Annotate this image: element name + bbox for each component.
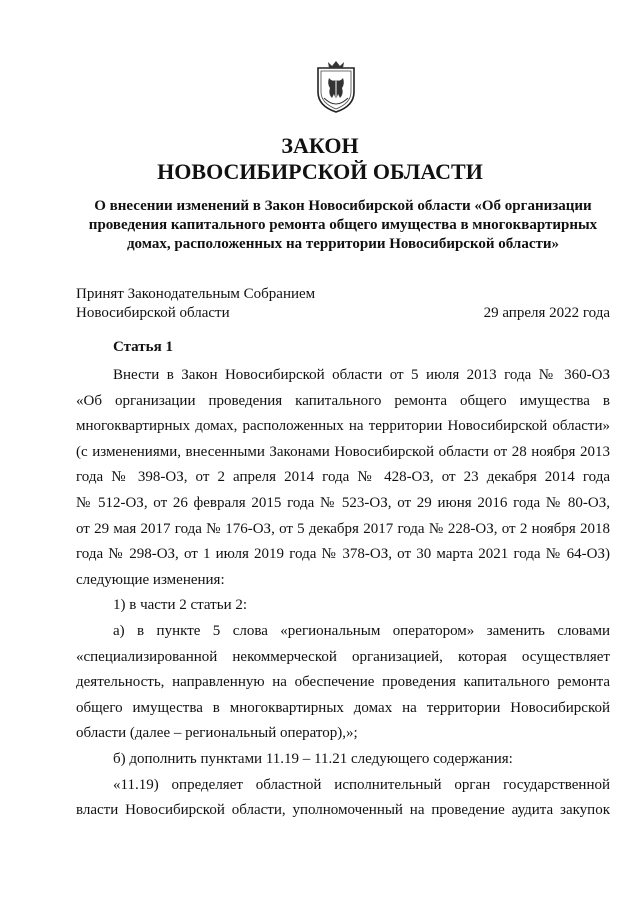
body-line: «11.19) определяет областной исполнительный орган государственной bbox=[113, 776, 610, 793]
law-subtitle: О внесении изменений в Закон Новосибирской области «Об организации проведения капитального ремонта общего имущества в многоквартирных домах, расположенных на территории Новосибирской области» bbox=[88, 198, 598, 252]
adopted-row bbox=[76, 304, 610, 323]
body-line: «Об организации проведения капитального ремонта общего имущества в bbox=[76, 392, 610, 409]
body-line: от 29 мая 2017 года № 176-ОЗ, от 5 декабря 2017 года № 228-ОЗ, от 2 ноября 2018 bbox=[76, 520, 610, 537]
adoption-block bbox=[76, 285, 610, 323]
coat-of-arms-emblem bbox=[314, 58, 358, 114]
body-line: года № 398-ОЗ, от 2 апреля 2014 года № 428-ОЗ, от 23 декабря 2014 года bbox=[76, 469, 610, 486]
body-line: области (далее – региональный оператор),»; bbox=[76, 725, 358, 742]
body-line: следующие изменения: bbox=[76, 571, 225, 588]
body-line: общего имущества в многоквартирных домах на территории Новосибирской bbox=[76, 699, 610, 716]
body-line: многоквартирных домах, расположенных на территории Новосибирской области» bbox=[76, 418, 610, 435]
body-line: деятельность, направленную на обеспечение проведения капитального ремонта bbox=[76, 674, 610, 691]
adoption-date: 29 апреля 2022 года bbox=[483, 305, 610, 321]
body-line: б) дополнить пунктами 11.19 – 11.21 следующего содержания: bbox=[113, 750, 513, 767]
law-region-title: НОВОСИБИРСКОЙ ОБЛАСТИ bbox=[157, 159, 483, 184]
body-line: года № 298-ОЗ, от 1 июля 2019 года № 378-ОЗ, от 30 марта 2021 года № 64-ОЗ) bbox=[76, 546, 610, 563]
body-line: № 512-ОЗ, от 26 февраля 2015 года № 523-ОЗ, от 29 июня 2016 года № 80-ОЗ, bbox=[76, 494, 610, 511]
body-line: Внести в Закон Новосибирской области от 5 июля 2013 года № 360-ОЗ bbox=[113, 367, 610, 383]
body-line: «специализированной некоммерческой организацией, которая осуществляет bbox=[76, 648, 610, 665]
law-title: ЗАКОН bbox=[281, 133, 359, 158]
body-line: а) в пункте 5 слова «региональным оператором» заменить словами bbox=[113, 622, 610, 639]
adopted-by-line1: Принят Законодательным Собранием bbox=[76, 286, 316, 302]
body-line: власти Новосибирской области, уполномоченный на проведение аудита закупок bbox=[76, 802, 610, 819]
body-line: (с изменениями, внесенными Законами Новосибирской области от 28 ноября 2013 bbox=[76, 443, 610, 460]
article-heading: Статья 1 bbox=[113, 339, 173, 355]
law-body-text bbox=[76, 363, 610, 824]
adopted-by-line2: Новосибирской области bbox=[76, 305, 230, 321]
body-line: 1) в части 2 статьи 2: bbox=[113, 597, 248, 614]
